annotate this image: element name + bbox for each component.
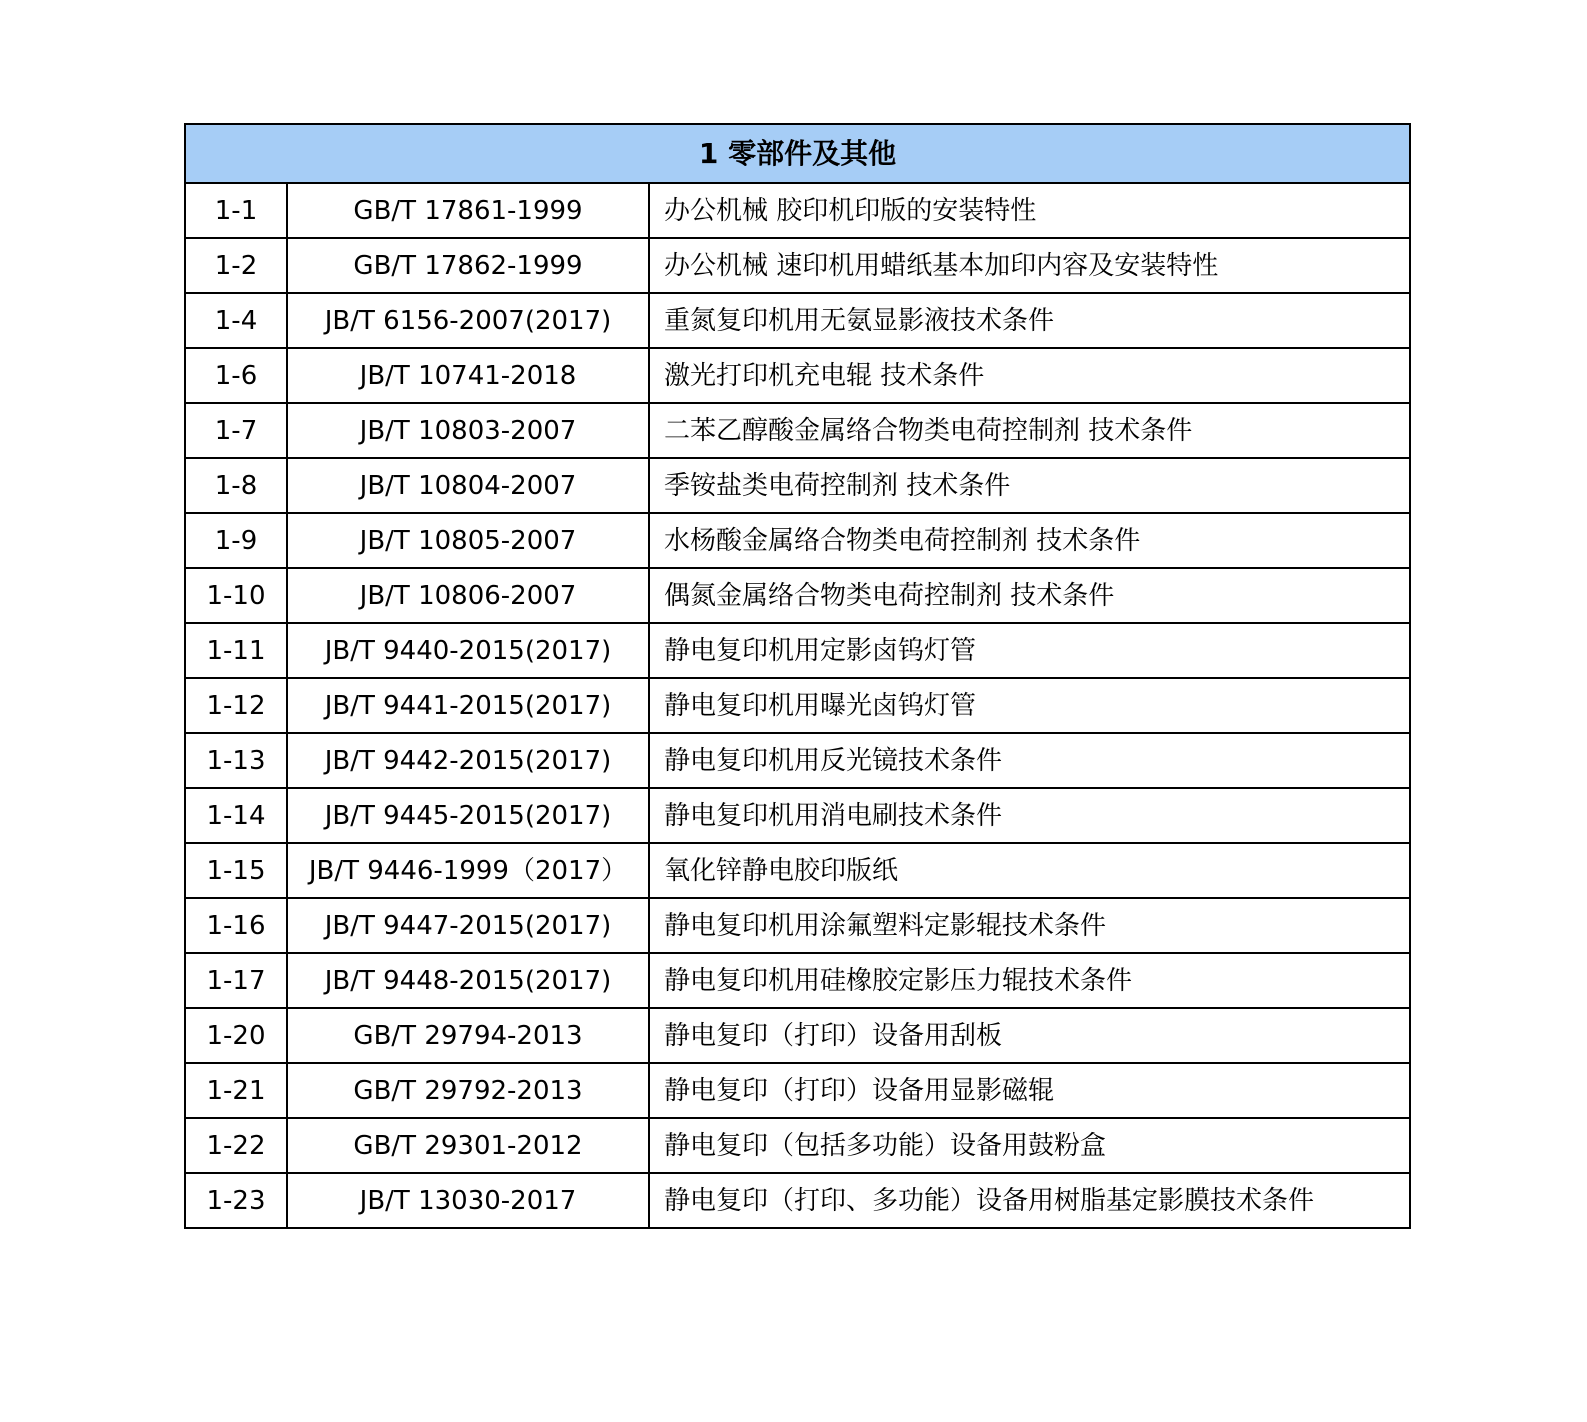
- standard-code-cell: GB/T 17862-1999: [287, 238, 649, 293]
- standard-number-cell: 1-16: [185, 898, 287, 953]
- table-row: [185, 403, 1410, 458]
- standard-code-cell: GB/T 29792-2013: [287, 1063, 649, 1118]
- standard-number-cell: 1-20: [185, 1008, 287, 1063]
- table-row: [185, 1008, 1410, 1063]
- standard-title-cell: 静电复印（打印、多功能）设备用树脂基定影膜技术条件: [649, 1173, 1410, 1228]
- standard-title-cell: 静电复印机用曝光卤钨灯管: [649, 678, 1410, 733]
- section-title: 1 零部件及其他: [185, 124, 1410, 183]
- table-body: [185, 183, 1410, 1228]
- standard-number-cell: 1-10: [185, 568, 287, 623]
- standard-title-cell: 静电复印机用反光镜技术条件: [649, 733, 1410, 788]
- table-row: [185, 513, 1410, 568]
- standard-code-cell: JB/T 10741-2018: [287, 348, 649, 403]
- standard-title-cell: 静电复印机用涂氟塑料定影辊技术条件: [649, 898, 1410, 953]
- standard-number-cell: 1-14: [185, 788, 287, 843]
- standard-number-cell: 1-4: [185, 293, 287, 348]
- standard-title-cell: 重氮复印机用无氨显影液技术条件: [649, 293, 1410, 348]
- standard-number-cell: 1-22: [185, 1118, 287, 1173]
- standard-code-cell: JB/T 9446-1999（2017）: [287, 843, 649, 898]
- table-row: [185, 293, 1410, 348]
- standard-number-cell: 1-13: [185, 733, 287, 788]
- table-row: [185, 678, 1410, 733]
- standard-title-cell: 静电复印（打印）设备用刮板: [649, 1008, 1410, 1063]
- table-row: [185, 568, 1410, 623]
- standard-number-cell: 1-17: [185, 953, 287, 1008]
- table-row: [185, 1173, 1410, 1228]
- standard-title-cell: 激光打印机充电辊 技术条件: [649, 348, 1410, 403]
- table-row: [185, 733, 1410, 788]
- table-row: [185, 458, 1410, 513]
- standard-code-cell: JB/T 10804-2007: [287, 458, 649, 513]
- section-header-row: [185, 124, 1410, 183]
- standard-number-cell: 1-2: [185, 238, 287, 293]
- standard-title-cell: 季铵盐类电荷控制剂 技术条件: [649, 458, 1410, 513]
- standard-number-cell: 1-15: [185, 843, 287, 898]
- standard-title-cell: 静电复印（打印）设备用显影磁辊: [649, 1063, 1410, 1118]
- standard-title-cell: 静电复印机用定影卤钨灯管: [649, 623, 1410, 678]
- standard-title-cell: 静电复印机用消电刷技术条件: [649, 788, 1410, 843]
- standard-number-cell: 1-11: [185, 623, 287, 678]
- table-row: [185, 183, 1410, 238]
- standard-number-cell: 1-9: [185, 513, 287, 568]
- standard-number-cell: 1-23: [185, 1173, 287, 1228]
- standard-code-cell: JB/T 10805-2007: [287, 513, 649, 568]
- standard-number-cell: 1-1: [185, 183, 287, 238]
- standard-code-cell: JB/T 9445-2015(2017): [287, 788, 649, 843]
- table-row: [185, 1063, 1410, 1118]
- standard-number-cell: 1-6: [185, 348, 287, 403]
- standard-number-cell: 1-8: [185, 458, 287, 513]
- standard-title-cell: 办公机械 胶印机印版的安装特性: [649, 183, 1410, 238]
- table-row: [185, 953, 1410, 1008]
- table-row: [185, 843, 1410, 898]
- standard-title-cell: 静电复印（包括多功能）设备用鼓粉盒: [649, 1118, 1410, 1173]
- standard-title-cell: 偶氮金属络合物类电荷控制剂 技术条件: [649, 568, 1410, 623]
- standard-code-cell: JB/T 9448-2015(2017): [287, 953, 649, 1008]
- table-row: [185, 238, 1410, 293]
- table-row: [185, 1118, 1410, 1173]
- standard-title-cell: 办公机械 速印机用蜡纸基本加印内容及安装特性: [649, 238, 1410, 293]
- standard-number-cell: 1-7: [185, 403, 287, 458]
- standard-number-cell: 1-21: [185, 1063, 287, 1118]
- standard-code-cell: JB/T 13030-2017: [287, 1173, 649, 1228]
- table-row: [185, 788, 1410, 843]
- standard-code-cell: GB/T 17861-1999: [287, 183, 649, 238]
- standards-table: [184, 123, 1411, 1229]
- standard-code-cell: GB/T 29301-2012: [287, 1118, 649, 1173]
- standard-title-cell: 氧化锌静电胶印版纸: [649, 843, 1410, 898]
- standard-code-cell: JB/T 9441-2015(2017): [287, 678, 649, 733]
- standard-number-cell: 1-12: [185, 678, 287, 733]
- standard-title-cell: 二苯乙醇酸金属络合物类电荷控制剂 技术条件: [649, 403, 1410, 458]
- standard-code-cell: JB/T 9440-2015(2017): [287, 623, 649, 678]
- table-row: [185, 348, 1410, 403]
- standard-code-cell: JB/T 6156-2007(2017): [287, 293, 649, 348]
- standard-code-cell: GB/T 29794-2013: [287, 1008, 649, 1063]
- table-row: [185, 623, 1410, 678]
- standard-code-cell: JB/T 9447-2015(2017): [287, 898, 649, 953]
- standard-code-cell: JB/T 10806-2007: [287, 568, 649, 623]
- standard-code-cell: JB/T 9442-2015(2017): [287, 733, 649, 788]
- table-row: [185, 898, 1410, 953]
- standard-title-cell: 水杨酸金属络合物类电荷控制剂 技术条件: [649, 513, 1410, 568]
- standard-title-cell: 静电复印机用硅橡胶定影压力辊技术条件: [649, 953, 1410, 1008]
- standard-code-cell: JB/T 10803-2007: [287, 403, 649, 458]
